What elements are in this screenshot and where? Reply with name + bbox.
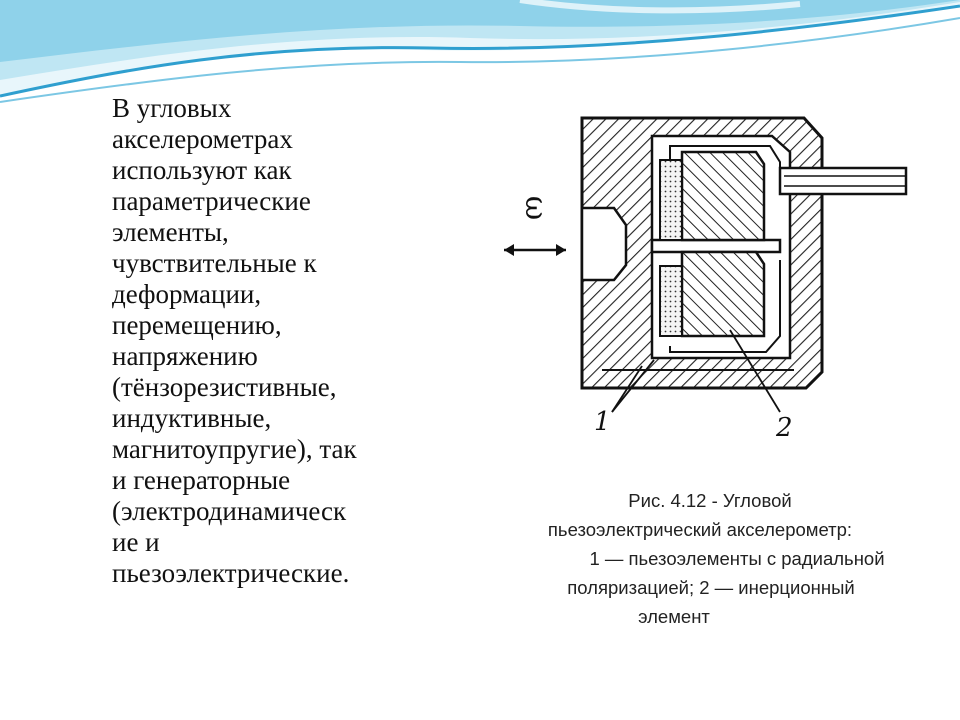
body-text-line: параметрические xyxy=(112,186,311,216)
body-text-line: индуктивные, xyxy=(112,403,272,433)
body-text-line: магнитоупругие), так xyxy=(112,434,357,464)
body-text-line: и генераторные xyxy=(112,465,291,495)
label-piezoelements: 1 xyxy=(594,407,611,437)
body-text-line: элементы, xyxy=(112,217,229,247)
angular-velocity-arrow xyxy=(504,244,566,256)
body-text-line: используют как xyxy=(112,155,292,185)
omega-label: ω xyxy=(518,195,553,221)
caption-line: пьезоэлектрический акселерометр: xyxy=(547,519,853,540)
label-inertial-element: 2 xyxy=(776,413,793,443)
accelerometer-diagram xyxy=(494,90,920,460)
shaft xyxy=(652,240,780,252)
body-text-line: чувствительные к xyxy=(112,248,317,278)
body-text-line: перемещению, xyxy=(112,310,282,340)
body-text-line: деформации, xyxy=(112,279,262,309)
body-text xyxy=(112,93,442,589)
body-text-line: В угловых xyxy=(112,93,232,123)
caption-line: 1 — пьезоэлементы с радиальной xyxy=(589,548,885,569)
caption-line: Рис. 4.12 - Угловой xyxy=(628,490,792,511)
body-text-line: пьезоэлектрические. xyxy=(112,558,350,588)
body-text-line: (тёнзорезистивные, xyxy=(112,372,337,402)
figure-caption xyxy=(480,486,940,631)
body-text-line: напряжению xyxy=(112,341,258,371)
body-text-line: (электродинамическ xyxy=(112,496,347,526)
body-text-line: акселерометрах xyxy=(112,124,293,154)
upper-inertial-mass xyxy=(660,152,764,240)
body-text-line: ие и xyxy=(112,527,160,557)
caption-line: элемент xyxy=(638,606,710,627)
cable xyxy=(780,168,906,194)
caption-line: поляризацией; 2 — инерционный xyxy=(567,577,855,598)
